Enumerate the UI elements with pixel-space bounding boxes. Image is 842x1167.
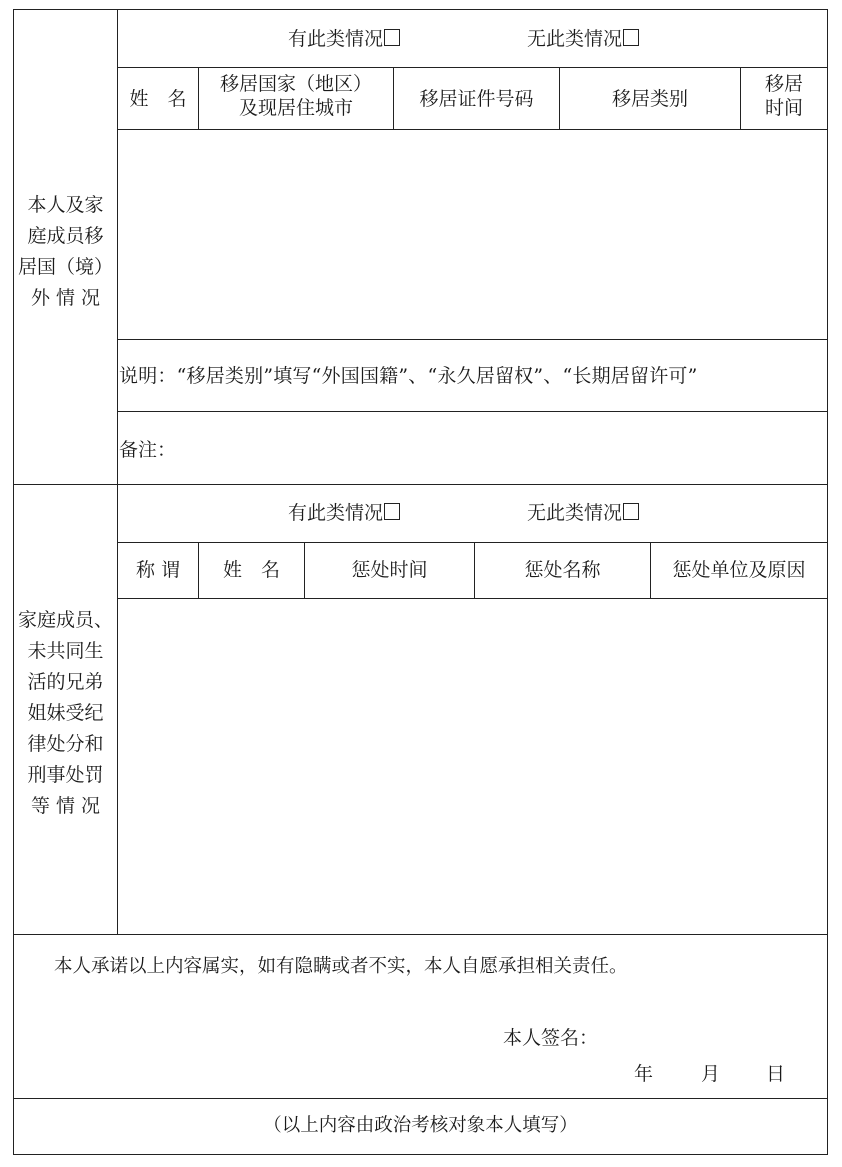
- section1-label-line: 庭成员移: [27, 225, 104, 247]
- option-no-label: 无此类情况: [527, 28, 623, 50]
- header-name: 姓 名: [222, 559, 280, 581]
- footer-note: （以上内容由政治考核对象本人填写）: [263, 1115, 578, 1136]
- section1-option-yes[interactable]: [288, 27, 400, 51]
- section2-label-line: 活的兄弟: [27, 671, 104, 693]
- section2-label: [13, 605, 118, 822]
- header-penalty-time: 惩处时间: [351, 559, 428, 581]
- option-yes-label: 有此类情况: [288, 28, 384, 50]
- header-relation: 称 谓: [135, 559, 181, 581]
- section2-label-line: 刑事处罚: [27, 764, 104, 786]
- header-time-line2: 时间: [764, 97, 803, 119]
- section1-label-line: 居国（境）: [17, 256, 113, 278]
- section1-option-no[interactable]: [527, 27, 639, 51]
- header-penalty-name: 惩处名称: [524, 559, 601, 581]
- pledge-text: 本人承诺以上内容属实，如有隐瞒或者不实，本人自愿承担相关责任。: [54, 956, 628, 977]
- signature-label[interactable]: 本人签名：: [503, 1027, 599, 1049]
- section2-label-line: 未共同生: [27, 640, 104, 662]
- date-day[interactable]: 日: [766, 1063, 786, 1085]
- checkbox-no[interactable]: [623, 503, 639, 520]
- section1-remark[interactable]: 备注：: [119, 439, 177, 461]
- section2-label-line: 姐妹受纪: [27, 702, 104, 724]
- option-no-label: 无此类情况: [527, 502, 623, 524]
- section1-label: [13, 190, 118, 314]
- section2-option-yes[interactable]: [288, 501, 400, 525]
- checkbox-yes[interactable]: [384, 503, 400, 520]
- header-unit-reason: 惩处单位及原因: [672, 559, 806, 581]
- header-time-line1: 移居: [764, 73, 803, 95]
- checkbox-yes[interactable]: [384, 29, 400, 46]
- section1-label-line: 外 情 况: [30, 287, 101, 309]
- header-time: [741, 72, 827, 120]
- section2-label-line: 家庭成员、: [17, 609, 113, 631]
- section2-option-no[interactable]: [527, 501, 639, 525]
- header-country: [199, 72, 393, 120]
- section2-entry-area[interactable]: [118, 599, 827, 934]
- header-country-line2: 及现居住城市: [238, 97, 353, 119]
- header-category: 移居类别: [611, 88, 688, 110]
- checkbox-no[interactable]: [623, 29, 639, 46]
- header-country-line1: 移居国家（地区）: [219, 73, 372, 95]
- section1-label-line: 本人及家: [27, 194, 104, 216]
- option-yes-label: 有此类情况: [288, 502, 384, 524]
- header-name: 姓 名: [129, 88, 187, 110]
- section2-label-line: 等 情 况: [30, 795, 101, 817]
- section2-label-line: 律处分和: [27, 733, 104, 755]
- date-month[interactable]: 月: [701, 1063, 721, 1085]
- date-year[interactable]: 年: [634, 1063, 654, 1085]
- section1-note: 说明：“移居类别”填写“外国国籍”、“永久居留权”、“长期居留许可”: [119, 365, 698, 387]
- section1-entry-area[interactable]: [118, 130, 827, 339]
- header-cert-no: 移居证件号码: [419, 88, 534, 110]
